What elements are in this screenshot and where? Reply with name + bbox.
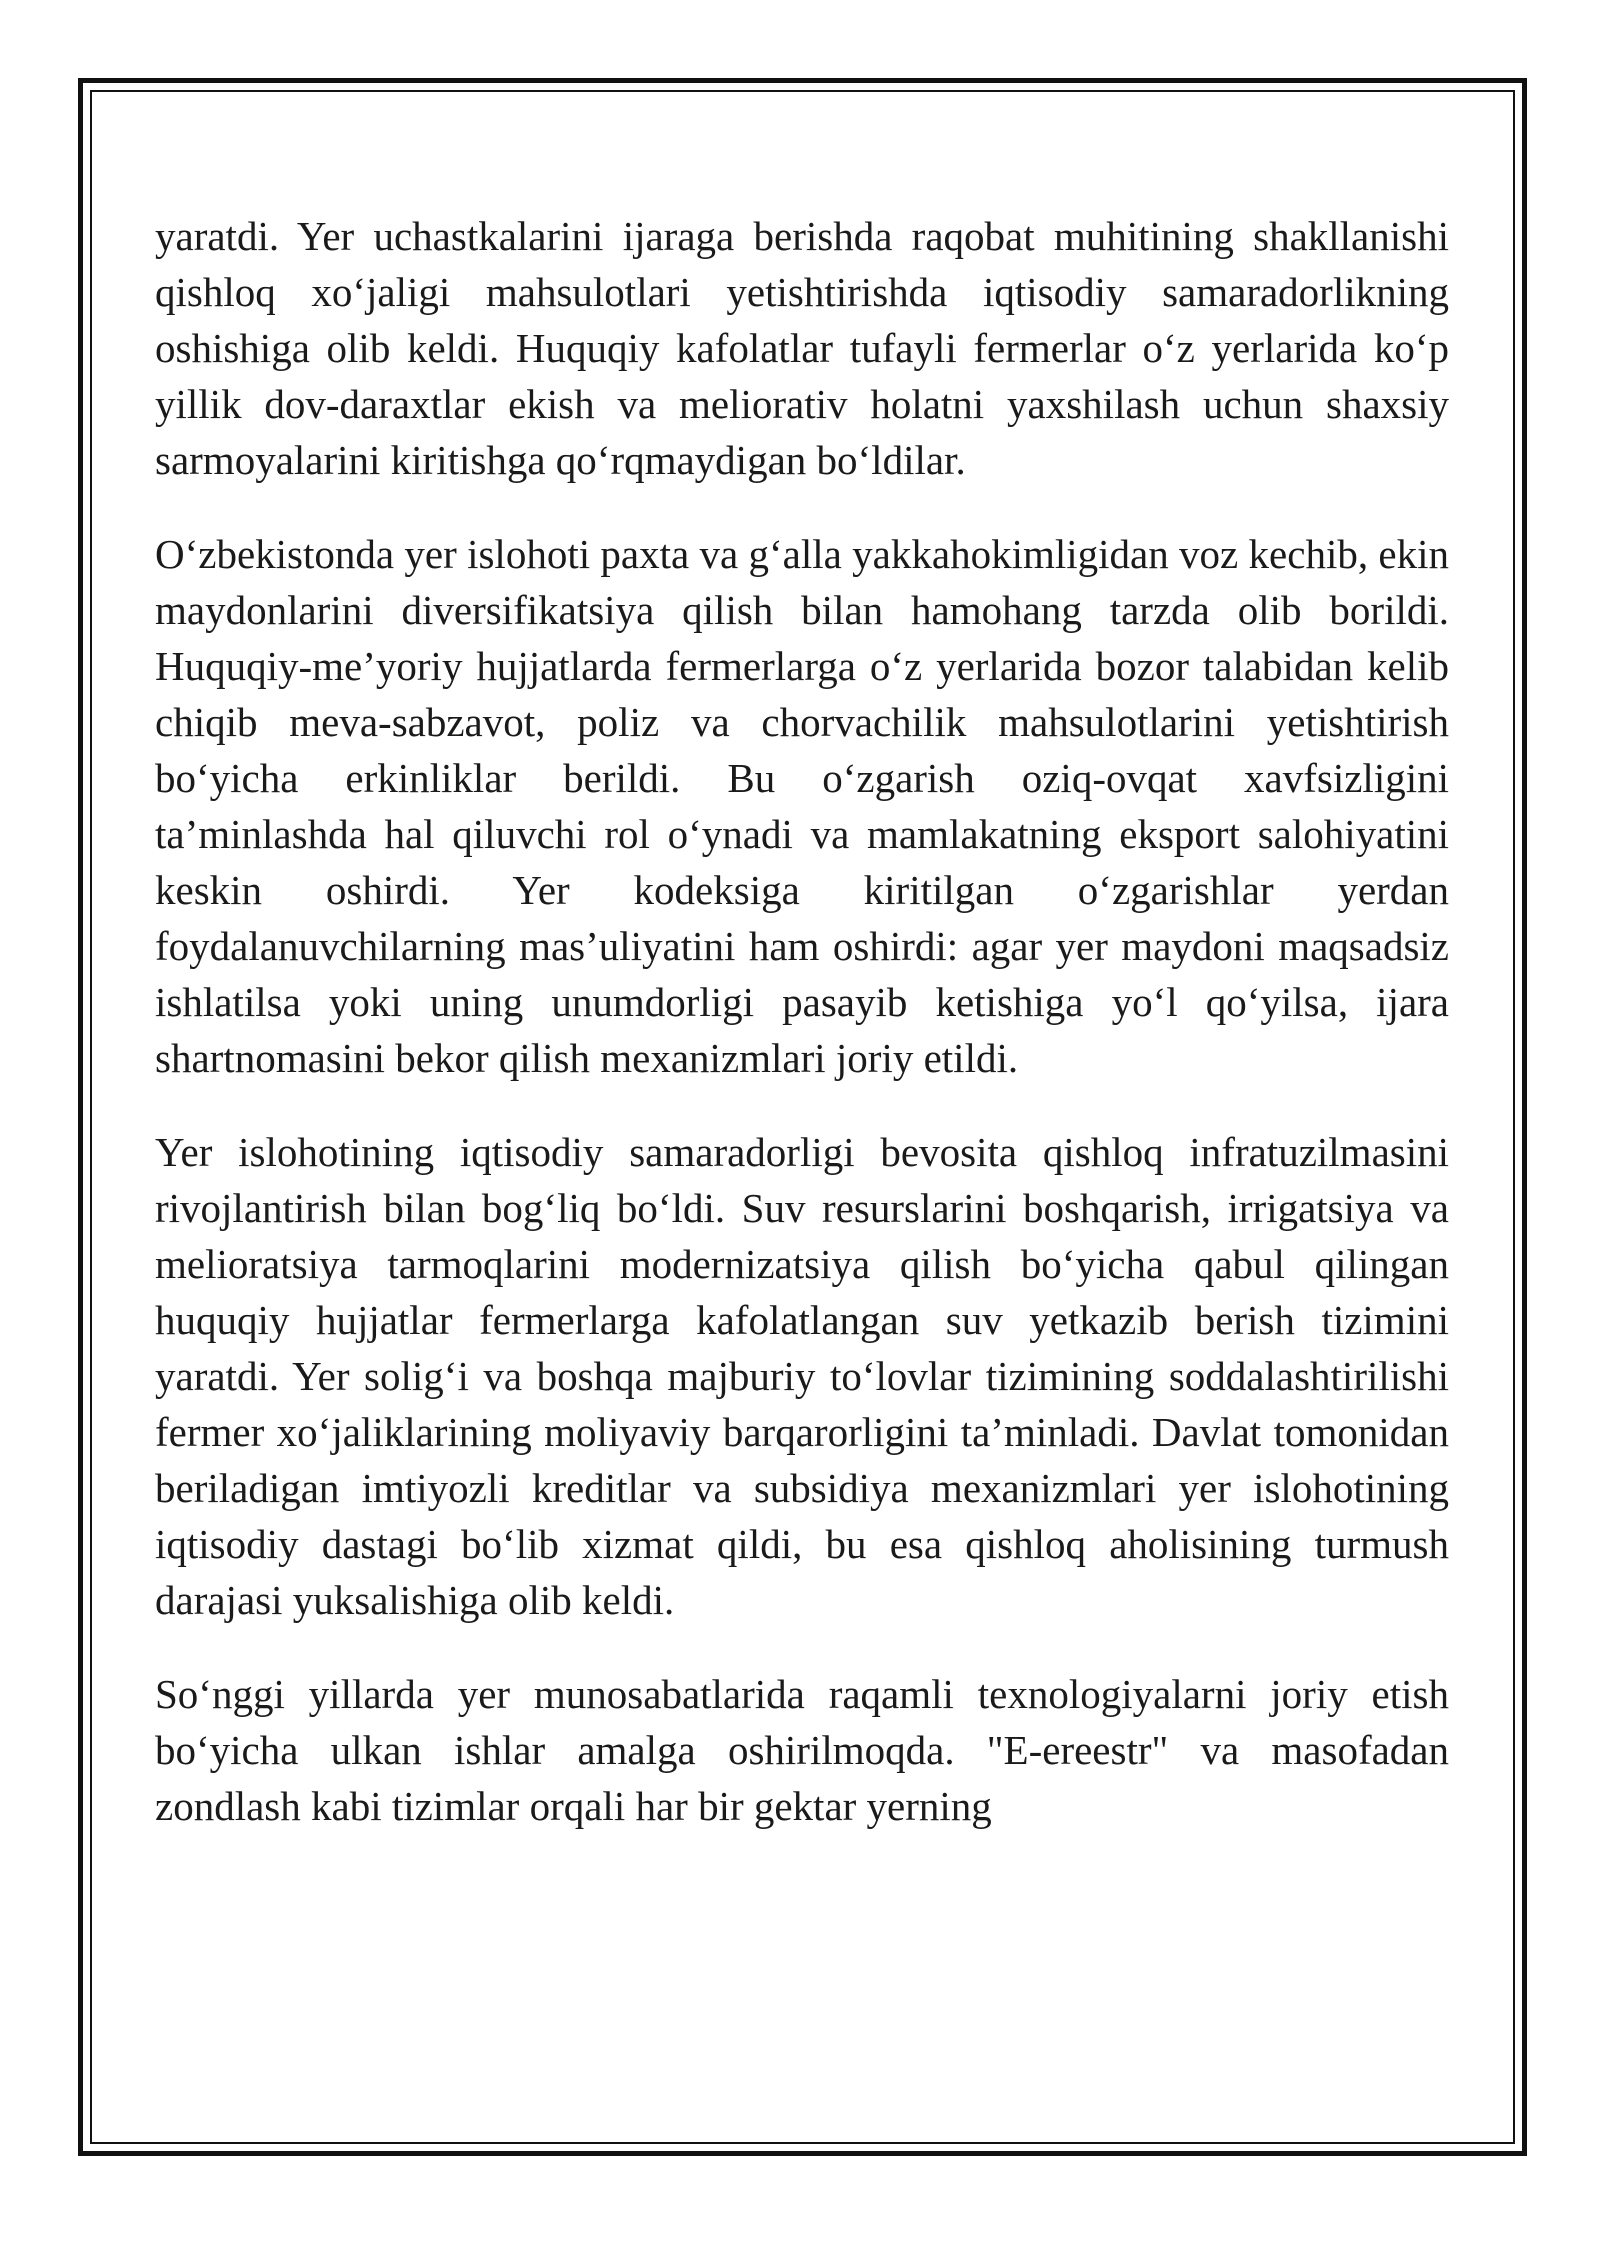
document-body <box>155 208 1449 1834</box>
paragraph: yaratdi. Yer uchastkalarini ijaraga berishda raqobat muhitining shakllanishi qishloq xo‘jaligi mahsulotlari yetishtirishda iqtisodiy samaradorlikning oshishiga olib keldi. Huquqiy kafolatlar tufayli fermerlar o‘z yerlarida ko‘p yillik dov-daraxtlar ekish va meliorativ holatni yaxshilash uchun shaxsiy sarmoyalarini kiritishga qo‘rqmaydigan bo‘ldilar. <box>155 213 1449 483</box>
paragraph: Yer islohotining iqtisodiy samaradorligi bevosita qishloq infratuzilmasini rivojlantirish bilan bog‘liq bo‘ldi. Suv resurslarini boshqarish, irrigatsiya va melioratsiya tarmoqlarini modernizatsiya qilish bo‘yicha qabul qilingan huquqiy hujjatlar fermerlarga kafolatlangan suv yetkazib berish tizimini yaratdi. Yer solig‘i va boshqa majburiy to‘lovlar tizimining soddalashtirilishi fermer xo‘jaliklarining moliyaviy barqarorligini ta’minladi. Davlat tomonidan beriladigan imtiyozli kreditlar va subsidiya mexanizmlari yer islohotining iqtisodiy dastagi bo‘lib xizmat qildi, bu esa qishloq aholisining turmush darajasi yuksalishiga olib keldi. <box>155 1129 1449 1623</box>
paragraph: O‘zbekistonda yer islohoti paxta va g‘alla yakkahokimligidan voz kechib, ekin maydonlarini diversifikatsiya qilish bilan hamohang tarzda olib borildi. Huquqiy-me’yoriy hujjatlarda fermerlarga o‘z yerlarida bozor talabidan kelib chiqib meva-sabzavot, poliz va chorvachilik mahsulotlarini yetishtirish bo‘yicha erkinliklar berildi. Bu o‘zgarish oziq-ovqat xavfsizligini ta’minlashda hal qiluvchi rol o‘ynadi va mamlakatning eksport salohiyatini keskin oshirdi. Yer kodeksiga kiritilgan o‘zgarishlar yerdan foydalanuvchilarning mas’uliyatini ham oshirdi: agar yer maydoni maqsadsiz ishlatilsa yoki uning unumdorligi pasayib ketishiga yo‘l qo‘yilsa, ijara shartnomasini bekor qilish mexanizmlari joriy etildi. <box>155 531 1449 1081</box>
paragraph: So‘nggi yillarda yer munosabatlarida raqamli texnologiyalarni joriy etish bo‘yicha ulkan ishlar amalga oshirilmoqda. "E-ereestr" va masofadan zondlash kabi tizimlar orqali har bir gektar yerning <box>155 1671 1449 1829</box>
